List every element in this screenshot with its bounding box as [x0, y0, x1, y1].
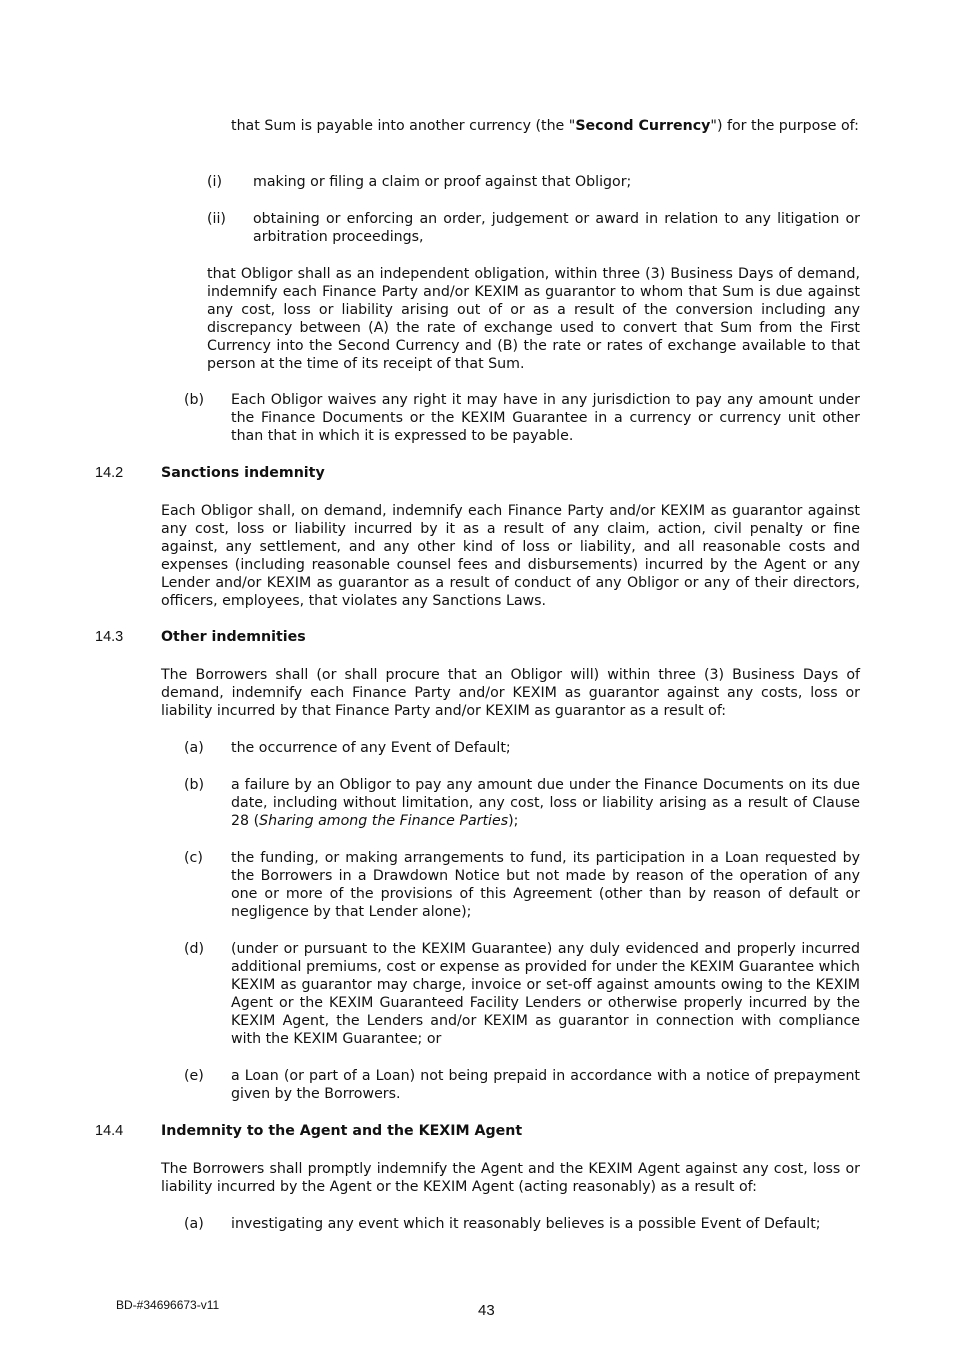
section-number: 14.4 [95, 1123, 124, 1139]
section-body: The Borrowers shall (or shall procure that an Obligor will) within three (3) Business Days of demand, indemnify each Finance Party and/or KEXIM as guarantor against any costs, loss or liability incurred by that Finance Party and/or KEXIM as guarantor as a result of: [161, 667, 860, 719]
section-heading: Other indemnities [161, 629, 306, 645]
list-item-text: a Loan (or part of a Loan) not being prepaid in accordance with a notice of prepayment given by the Borrowers. [231, 1068, 860, 1102]
list-item-label: (a) [184, 740, 204, 756]
second-currency-term: Second Currency [575, 118, 711, 134]
section-heading: Indemnity to the Agent and the KEXIM Agent [161, 1123, 523, 1139]
list-item-label: (a) [184, 1216, 204, 1232]
obligation-paragraph: that Obligor shall as an independent obligation, within three (3) Business Days of demand, indemnify each Finance Party and/or KEXIM as guarantor to whom that Sum is due against any cost, loss or liability arising out of or as a result of the conversion including any discrepancy between (A) the rate of exchange used to convert that Sum from the First Currency into the Second Currency and (B) the rate or rates of exchange available to that person at the time of its receipt of that Sum. [207, 266, 860, 372]
intro-paragraph: that Sum is payable into another currency (the "Second Currency") for the purpose of: [231, 118, 859, 134]
list-item-label: (c) [184, 850, 203, 866]
purpose-item-label: (i) [207, 174, 223, 190]
list-item-label: (e) [184, 1068, 204, 1084]
list-item-text: a failure by an Obligor to pay any amount due under the Finance Documents on its due date, including without limitation, any cost, loss or liability arising as a result of Clause 28 (Sharing among the Finance Parties); [231, 777, 860, 829]
purpose-item-label: (ii) [207, 211, 226, 227]
page-number: 43 [478, 1302, 495, 1319]
list-item-label: (d) [184, 941, 205, 957]
section-number: 14.2 [95, 465, 124, 481]
section-number: 14.3 [95, 629, 124, 645]
section-body: The Borrowers shall promptly indemnify the Agent and the KEXIM Agent against any cost, loss or liability incurred by the Agent or the KEXIM Agent (acting reasonably) as a result of: [161, 1161, 860, 1195]
section-body: Each Obligor shall, on demand, indemnify each Finance Party and/or KEXIM as guarantor against any cost, loss or liability incurred by it as a result of any claim, action, civil penalty or fine against, any settlement, and any other kind of loss or liability, and all reasonable costs and expenses (including reasonable counsel fees and disbursements) incurred by the Agent or any Lender and/or KEXIM as guarantor as a result of conduct of any Obligor or any of their directors, officers, employees, that violates any Sanctions Laws. [161, 503, 860, 609]
list-item-text: investigating any event which it reasonably believes is a possible Event of Default; [231, 1216, 821, 1232]
clause-reference: Sharing among the Finance Parties [259, 813, 509, 829]
list-item-text: the occurrence of any Event of Default; [231, 740, 511, 756]
purpose-item-text: obtaining or enforcing an order, judgement or award in relation to any litigation or arbitration proceedings, [253, 211, 860, 245]
waiver-text: Each Obligor waives any right it may have in any jurisdiction to pay any amount under the Finance Documents or the KEXIM Guarantee in a currency or currency unit other than that in which it is expressed to be payable. [231, 392, 860, 444]
purpose-item-text: making or filing a claim or proof against that Obligor; [253, 174, 632, 190]
section-heading: Sanctions indemnity [161, 465, 325, 481]
list-item-text: (under or pursuant to the KEXIM Guarantee) any duly evidenced and properly incurred additional premiums, cost or expense as provided for under the KEXIM Guarantee which KEXIM as guarantor may charge, invoice or set-off against amounts owing to the KEXIM Agent or the KEXIM Guaranteed Facility Lenders or otherwise properly incurred by the KEXIM Agent, the Lenders and/or KEXIM as guarantor in connection with compliance with the KEXIM Guarantee; or [231, 941, 860, 1047]
list-item-text: the funding, or making arrangements to fund, its participation in a Loan requested by the Borrowers in a Drawdown Notice but not made by reason of the operation of any one or more of the provisions of this Agreement (other than by reason of default or negligence by that Lender alone); [231, 850, 860, 920]
waiver-label: (b) [184, 392, 205, 408]
list-item-label: (b) [184, 777, 205, 793]
document-reference: BD-#34696673-v11 [116, 1298, 220, 1312]
